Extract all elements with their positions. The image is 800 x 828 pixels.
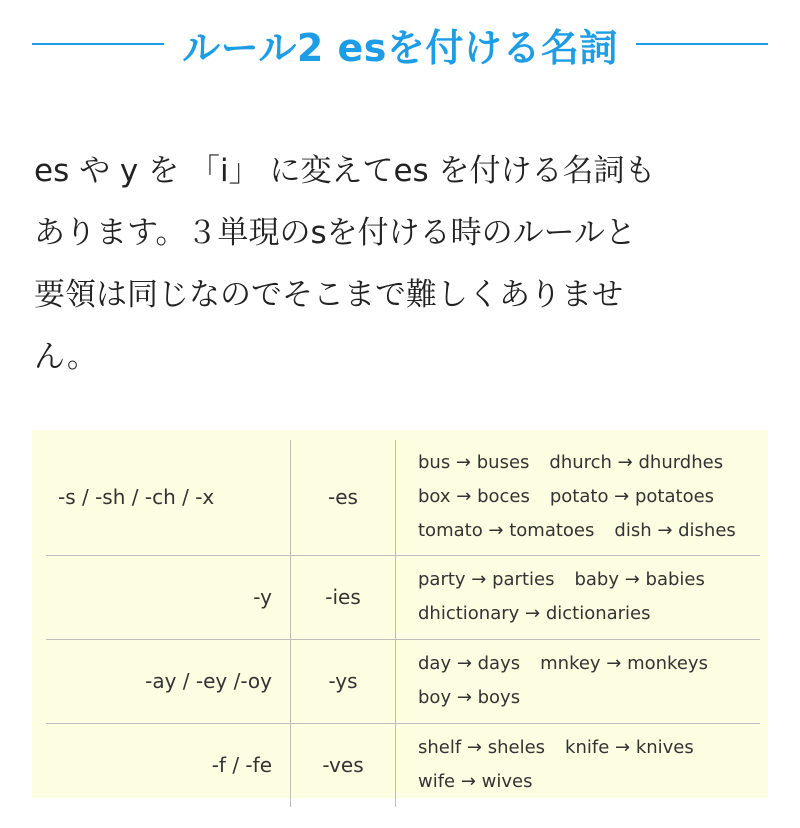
- table-row: [46, 440, 760, 555]
- example-line: [418, 480, 760, 514]
- body-paragraph: [34, 140, 774, 388]
- example-pair: mnkey → monkeys: [540, 653, 708, 674]
- section-heading: [32, 14, 768, 74]
- suffix-cell: -ies: [291, 555, 396, 639]
- ending-cell: -y: [46, 555, 291, 639]
- example-pair: shelf → sheles: [418, 737, 546, 759]
- examples-cell: [396, 555, 761, 639]
- example-line: [418, 563, 760, 597]
- examples-cell: [396, 440, 761, 555]
- example-pair: baby → babies: [574, 569, 705, 590]
- table-row: [46, 723, 760, 807]
- plural-rules-table: [46, 440, 760, 807]
- table-row: [46, 639, 760, 723]
- suffix-cell: -es: [291, 440, 396, 555]
- example-line: [418, 597, 760, 631]
- table-row: [46, 555, 760, 639]
- examples-cell: [396, 639, 761, 723]
- body-line: es や y を 「i」 に変えてes を付ける名詞も: [34, 153, 656, 189]
- example-pair: dhictionary → dictionaries: [418, 603, 651, 624]
- example-line: [418, 647, 760, 681]
- example-pair: knife → knives: [565, 737, 694, 759]
- example-line: [418, 446, 760, 480]
- body-line: あります。３単現のsを付ける時のルールと: [34, 215, 637, 251]
- body-line: 要領は同じなのでそこまで難しくありませ: [34, 277, 623, 313]
- suffix-cell: -ys: [291, 639, 396, 723]
- example-pair: tomato → tomatoes: [418, 520, 595, 542]
- example-line: [418, 514, 760, 548]
- example-pair: dish → dishes: [614, 520, 736, 542]
- example-line: [418, 765, 760, 799]
- heading-line-right: [636, 43, 768, 45]
- example-pair: party → parties: [418, 569, 555, 590]
- example-pair: box → boces: [418, 486, 530, 508]
- heading-line-left: [32, 43, 164, 45]
- plural-rules-table-panel: [32, 430, 768, 798]
- example-line: [418, 681, 760, 715]
- example-pair: boy → boys: [418, 687, 521, 708]
- ending-cell: -s / -sh / -ch / -x: [58, 485, 215, 510]
- ending-cell: -f / -fe: [46, 723, 291, 807]
- suffix-cell: -ves: [291, 723, 396, 807]
- body-line: ん。: [34, 339, 98, 375]
- ending-cell: -ay / -ey /-oy: [46, 639, 291, 723]
- example-pair: wife → wives: [418, 771, 533, 793]
- example-pair: dhurch → dhurdhes: [549, 452, 724, 474]
- examples-cell: [396, 723, 761, 807]
- example-pair: day → days: [418, 653, 521, 674]
- heading-title: ルール2 esを付ける名詞: [182, 25, 618, 70]
- example-pair: bus → buses: [418, 452, 530, 474]
- example-line: [418, 731, 760, 765]
- example-pair: potato → potatoes: [549, 486, 715, 508]
